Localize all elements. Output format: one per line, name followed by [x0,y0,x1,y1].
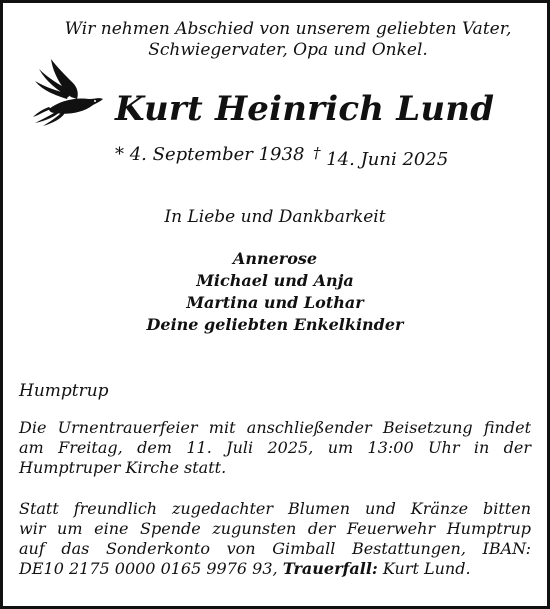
family-list [3,248,547,336]
ceremony-line: Humptruper Kirche statt. [19,458,227,477]
family-member: Deine geliebten Enkelkinder [146,315,404,334]
donation-line: auf das Sonderkonto von Gimball Bestattungen, IBAN: [19,539,531,558]
intro-line-2: Schwiegervater, Opa und Onkel. [148,40,428,60]
birth-date-value: 4. September 1938 [129,144,305,165]
family-member: Martina und Lothar [186,293,364,312]
trauerfall-value: Kurt Lund. [382,559,471,578]
donation-line: wir um eine Spende zugunsten der Feuerwehr Humptrup [19,519,531,538]
dove-icon [31,57,107,127]
gratitude-line: In Liebe und Dankbarkeit [164,207,386,227]
place-name: Humptrup [19,381,109,401]
family-member: Annerose [232,249,318,268]
death-date [313,144,448,170]
donation-paragraph [19,499,531,579]
iban-value: DE10 2175 0000 0165 9976 93, [19,559,278,578]
ceremony-paragraph [19,418,531,478]
family-member: Michael und Anja [196,271,354,290]
birth-date [115,144,304,165]
death-symbol: † [313,144,321,162]
deceased-name: Kurt Heinrich Lund [115,89,495,129]
ceremony-line: Die Urnentrauerfeier mit anschließender Beisetzung findet [19,418,531,437]
ceremony-line: am Freitag, dem 11. Juli 2025, um 13:00 Uhr in der [19,438,531,457]
donation-last-line [19,559,531,579]
trauerfall-label: Trauerfall: [282,559,378,578]
intro-text [53,19,523,61]
death-date-value: 14. Juni 2025 [326,149,449,170]
intro-line-1: Wir nehmen Abschied von unserem geliebten Vater, [64,19,512,39]
donation-line: Statt freundlich zugedachter Blumen und Kränze bitten [19,499,531,518]
birth-symbol: * [115,144,124,165]
